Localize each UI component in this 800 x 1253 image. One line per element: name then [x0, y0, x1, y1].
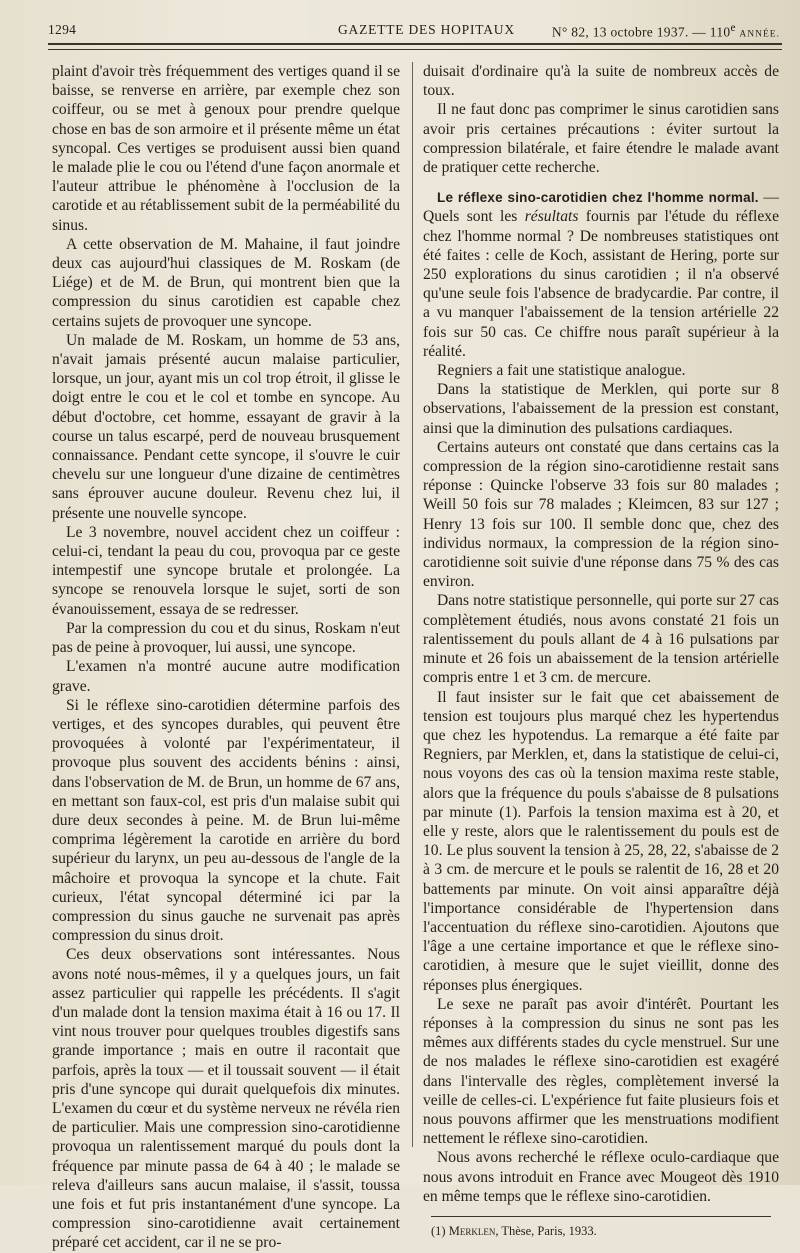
footnote-text: , Thèse, Paris, 1933. — [495, 1223, 597, 1238]
paragraph: Par la compression du cou et du sinus, Roskam n'eut pas de peine à provoquer, lui aussi, une syncope. — [52, 619, 400, 657]
paragraph: L'examen n'a montré aucune autre modification grave. — [52, 658, 400, 695]
footnote-author: Merklen — [448, 1223, 496, 1238]
paragraph: Si le réflexe sino-carotidien détermine parfois des vertiges, et des syncopes durables, qui peuvent être provoquées à volonté par l'expérimentateur, il provoque plus souvent des accidents bénins : ainsi, dans l'observation de M. de Brun, un homme de 67 ans, en mettant son faux-col, est pris d'un malaise subit qui dure deux secondes à peine. M. de Brun lui-même comprima légèrement la carotide en arrière du bord supérieur du larynx, un peu au-dessous de l'angle de la mâchoire et provoqua la syncope et la chute. Fait curieux, l'état syncopal déterminé ici par la compression du sinus gauche ne survenait pas après compression du sinus droit. — [52, 696, 400, 945]
issue-year-word: ANNÉE. — [739, 29, 780, 40]
page-number: 1294 — [48, 22, 77, 37]
paragraph: Dans la statistique de Merklen, qui porte sur 8 observations, l'abaissement de la pression est constant, ainsi que la diminution des pulsations cardiaques. — [423, 381, 779, 437]
section-heading: Le réflexe sino-carotidien chez l'homme normal. — [437, 190, 759, 206]
paragraph: Regniers a fait une statistique analogue. — [437, 362, 686, 380]
paragraph: Le 3 novembre, nouvel accident chez un coiffeur : celui-ci, tendant la peau du cou, provoqua par ce geste intempestif une syncope brutale et prolongée. La syncope se renouvela lorsque le sujet, sorti de son évanouissement, essaya de se redresser. — [52, 523, 400, 618]
paragraph: plaint d'avoir très fréquemment des vertiges quand il se baisse, se renverse en arrière, par exemple chez son coiffeur, ou se met à genoux pour prendre quelque chose en bas de son armoire et il présente même un état syncopal. Ces vertiges se produisent aussi bien quand le malade plie le cou ou l'étend d'une façon anormale et l'auteur attribue le phénomène à l'occlusion de la carotide et au rétablissement subit de la perméabilité du sinus. — [52, 63, 400, 234]
paragraph: Nous avons recherché le réflexe oculo-cardiaque que nous avons introduit en France avec Mougeot dès 1910 en même temps que le réflexe sino-carotidien. — [423, 1149, 779, 1205]
paragraph: Il faut insister sur le fait que cet abaissement de tension est toujours plus marqué chez les hypertendus que chez les hypotendus. La remarque a été faite par Regniers, par Merklen, et, dans la statistique de celui-ci, nous voyons des cas où la tension maxima reste stable, alors que la fréquence du pouls s'abaisse de 8 pulsations par minute (1). Parfois la tension maxima est à 20, et elle y reste, alors que le ralentissement du pouls est de 10. Le plus souvent la tension à 25, 28, 22, s'abaisse de 2 à 3 cm. de mercure et le pouls se ralentit de 16, 28 et 20 battements par minute. On voit ainsi apparaître déjà l'importance considérable de l'hypertension dans l'accentuation du réflexe sino-carotidien. Ajoutons que l'âge a une certaine importance et que le réflexe sino-carotidien, à mesure que le sujet vieillit, donne des réponses plus énergiques. — [423, 688, 779, 994]
issue-info — [552, 22, 780, 41]
paragraph: Un malade de M. Roskam, un homme de 53 ans, n'avait jamais présenté aucun malaise particulier, lorsque, un jour, ayant mis un col trop étroit, il glisse le doigt entre le cou et le col et tombe en syncope. Au début d'octobre, cet homme, essayant de gravir à la course un talus escarpé, perd de nouveau brusquement connaissance. Pendant cette syncope, il s'ouvre le cuir chevelu sur une longueur d'une dizaine de centimètres sans éprouver aucune douleur. Revenu chez lui, il présente une nouvelle syncope. — [52, 331, 400, 522]
section-paragraph — [423, 188, 779, 361]
heading-dash: — — [758, 189, 779, 207]
left-column — [52, 62, 400, 1253]
page-header — [48, 22, 780, 40]
paragraph-text: fournis par l'étude du réflexe chez l'homme normal ? De nombreuses statistiques ont été faites : celle de Koch, assistant de Hering, porte sur 250 explorations du sinus carotidien ; il n'a observé qu'une seule fois l'absence de bradycardie. Par contre, il a vu manquer l'abaissement de la tension artérielle 22 fois sur 50 cas. Ce chiffre nous paraît supérieur à la réalité. — [423, 208, 779, 360]
right-column — [423, 62, 779, 1239]
paragraph: Dans notre statistique personnelle, qui porte sur 27 cas complètement étudiés, nous avons constaté 21 fois un ralentissement du pouls allant de 4 à 16 pulsations par minute et 26 fois un abaissement de la tension artérielle compris entre 1 et 3 cm. de mercure. — [423, 592, 779, 687]
emphasis-text: résultats — [524, 208, 579, 226]
paragraph-text: Quels sont les — [423, 208, 525, 226]
paragraph: Ces deux observations sont intéressantes. Nous avons noté nous-mêmes, il y a quelques jours, un fait assez particulier qui rappelle les précédents. Il s'agit d'un malade dont la tension maxima était à 16 ou 17. Il vint nous trouver pour quelques troubles digestifs sans grande importance ; mais en outre il racontait que parfois, après la toux — et il toussait souvent — il était pris d'une syncope qui durait quelquefois dix minutes. L'examen du cœur et du système nerveux ne révéla rien de particulier. Mais une compression sino-carotidienne provoqua un ralentissement marqué du pouls dont la fréquence par minute passa de 64 à 40 ; le malade se releva d'ailleurs sans aucun malaise, il s'assit, toussa une fois et fut pris instantanément d'une syncope. La compression sino-carotidienne avait certainement préparé cet accident, car il ne se pro- — [52, 946, 400, 1252]
paragraph: duisait d'ordinaire qu'à la suite de nombreux accès de toux. — [423, 63, 779, 100]
column-divider — [412, 62, 413, 1147]
issue-ordinal: e — [730, 22, 736, 34]
paragraph: A cette observation de M. Mahaine, il faut joindre deux cas aujourd'hui classiques de M. Roskam (de Liége) et de M. de Brun, qui montrent bien que la compression du sinus carotidien est capable chez certains sujets de provoquer une syncope. — [52, 235, 400, 330]
header-rule-thick — [48, 43, 782, 45]
journal-title: GAZETTE DES HOPITAUX — [338, 22, 515, 37]
footnote — [423, 1223, 779, 1239]
footnote-rule — [431, 1216, 771, 1217]
paragraph: Certains auteurs ont constaté que dans certains cas la compression de la région sino-carotidienne restait sans réponse : Quincke l'observe 33 fois sur 80 malades ; Weill 50 fois sur 78 malades ; Kleimcen, 83 sur 127 ; Henry 13 fois sur 100. Il semble donc que, chez des individus normaux, la compression de la région sino-carotidienne soit suivie d'une réponse dans 75 % des cas environ. — [423, 438, 779, 591]
paragraph: Le sexe ne paraît pas avoir d'intérêt. Pourtant les réponses à la compression du sinus ne sont pas les mêmes aux différents stades du cycle menstruel. Sur une de nos malades le réflexe sino-carotidien est exagéré dans l'intervalle des règles, complètement inversé la veille de celles-ci. L'expérience fut faite plusieurs fois et nous pouvons affirmer que les menstruations modifient nettement le réflexe sino-carotidien. — [423, 995, 779, 1148]
footnote-number: (1) — [431, 1223, 449, 1238]
issue-date: N° 82, 13 octobre 1937. — 110 — [551, 24, 731, 40]
paragraph: Il ne faut donc pas comprimer le sinus carotidien sans avoir pris certaines précautions : éviter surtout la compression bilatérale, et faire étendre le malade avant de pratiquer cette recherche. — [423, 101, 779, 177]
header-rule-thin — [48, 49, 782, 50]
